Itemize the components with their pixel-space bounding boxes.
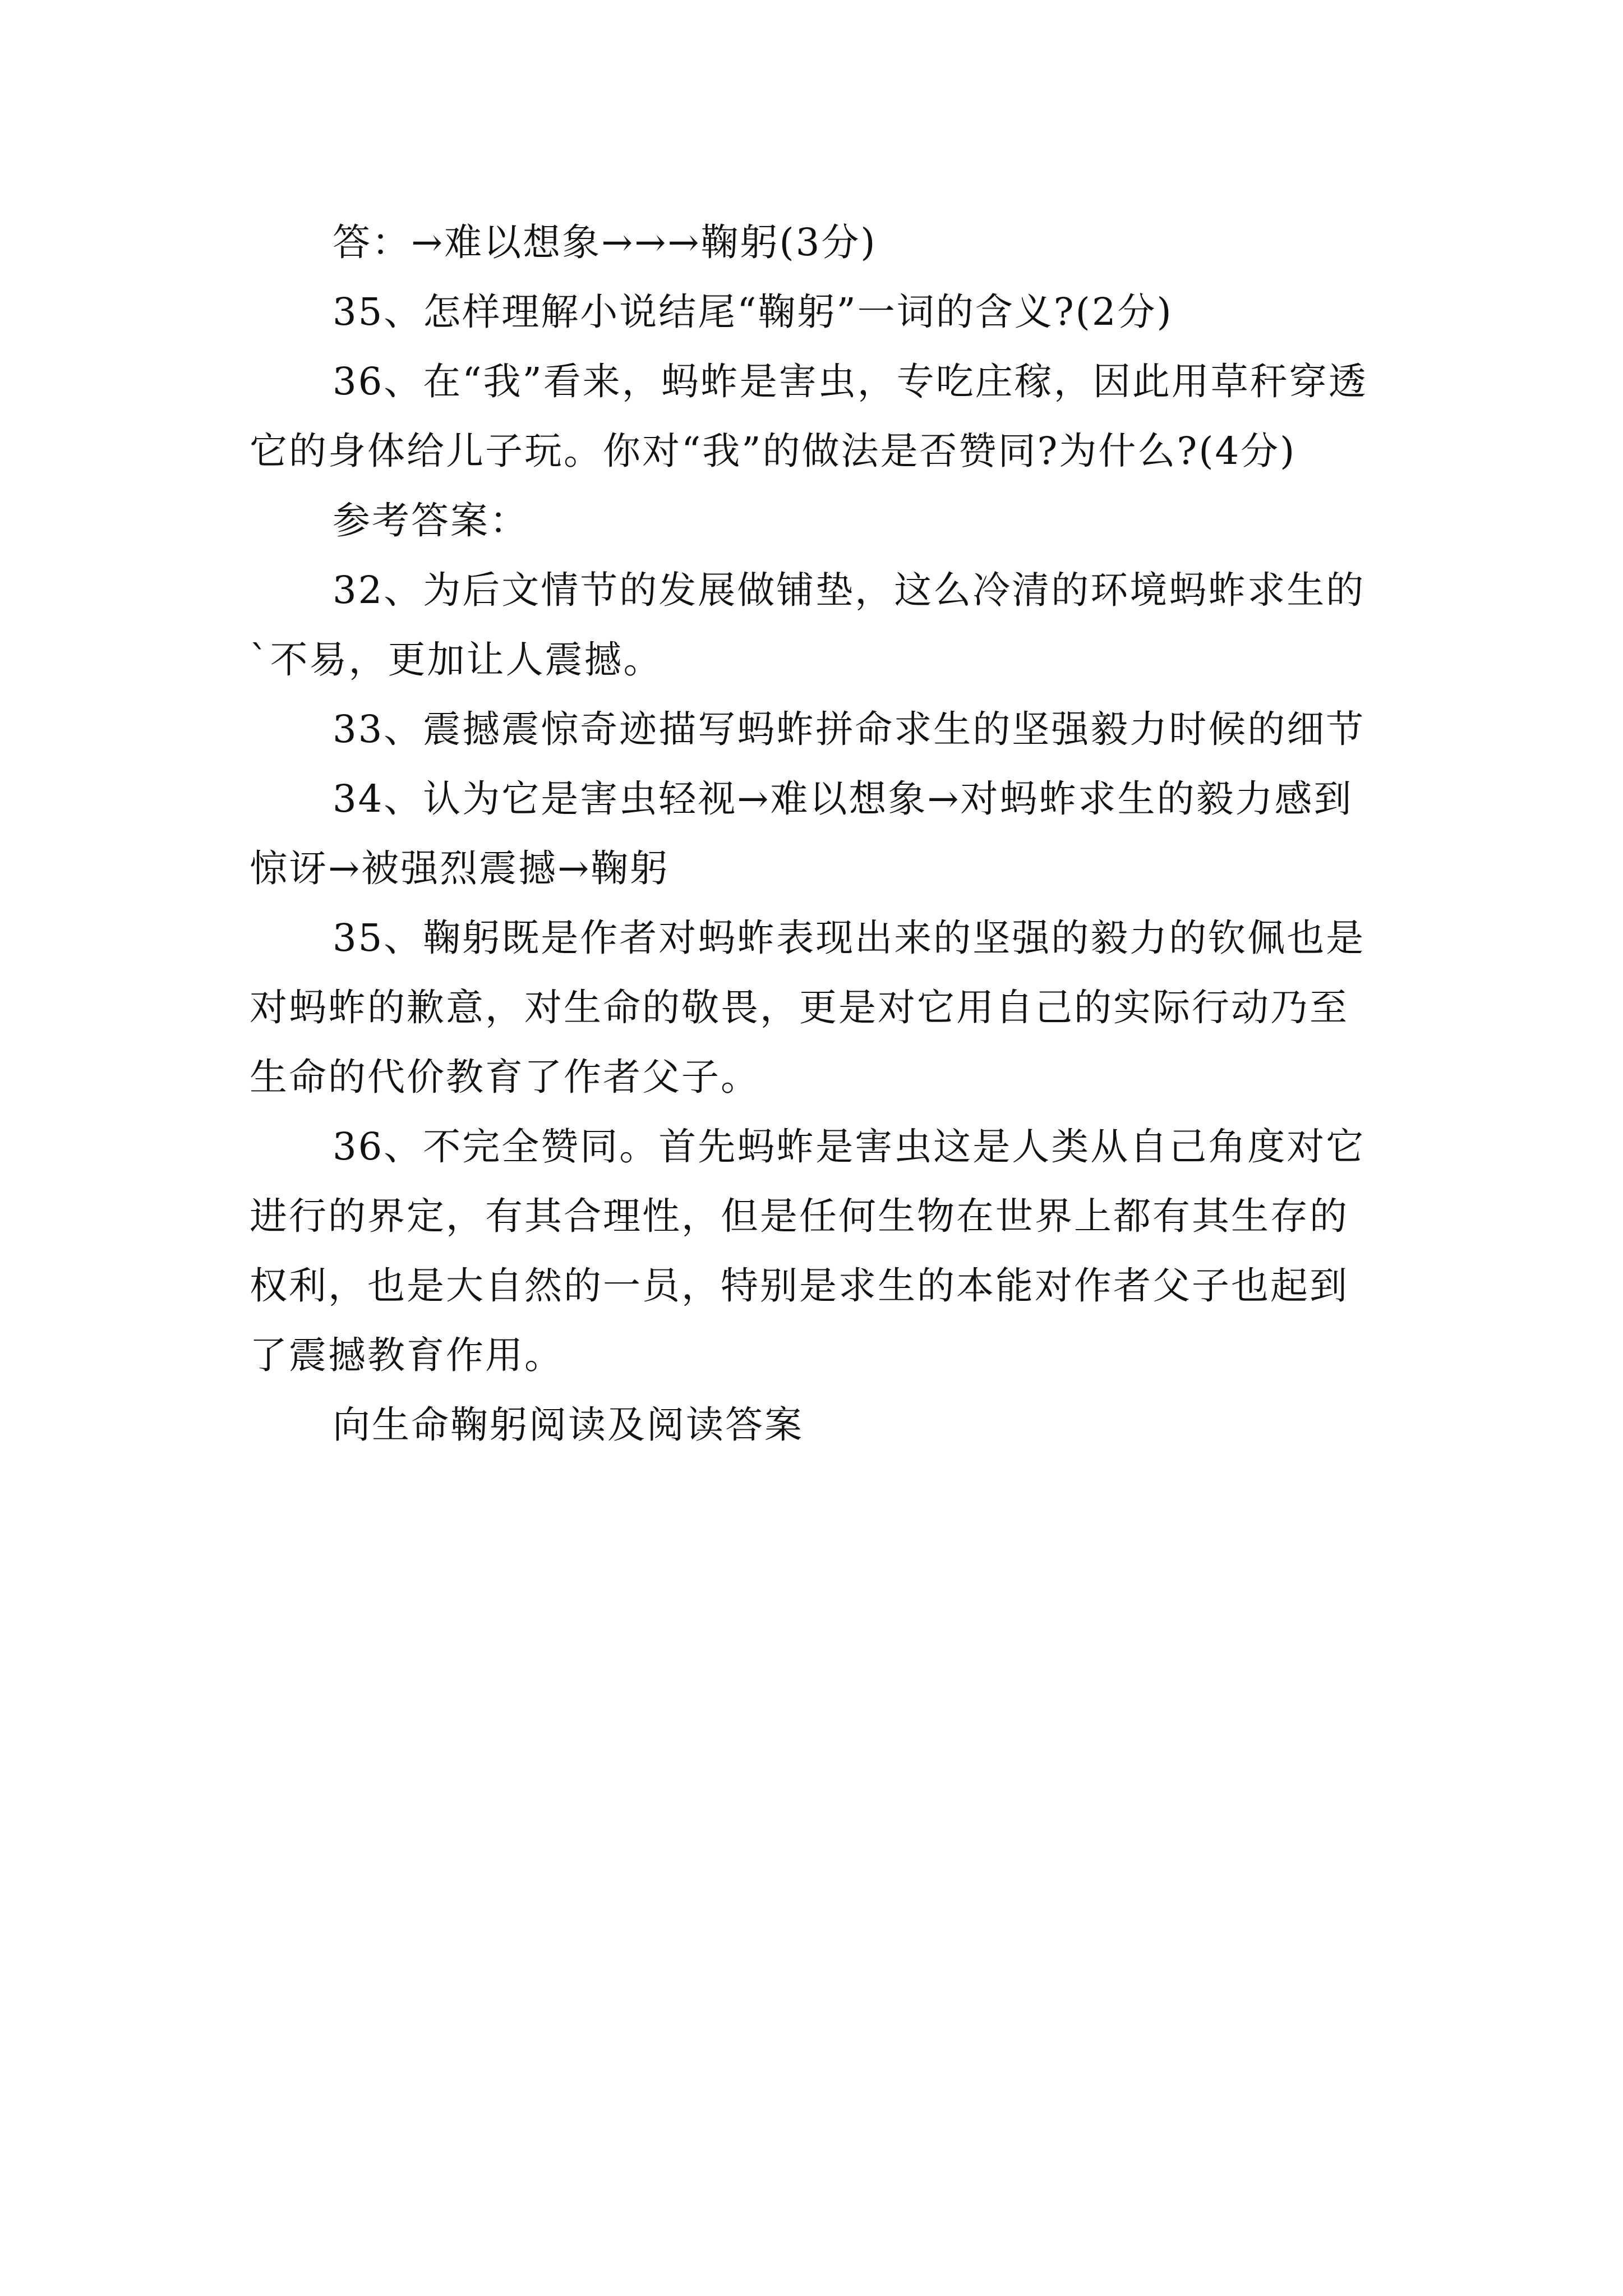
answer-36: 36、不完全赞同。首先蚂蚱是害虫这是人类从自己角度对它进行的界定，有其合理性，但是任何生物在世界上都有其生存的权利，也是大自然的一员，特别是求生的本能对作者父子也起到了震撼教育作用。 xyxy=(250,1125,1366,1377)
answer-35: 35、鞠躬既是作者对蚂蚱表现出来的坚强的毅力的钦佩也是对蚂蚱的歉意，对生命的敬畏，更是对它用自己的实际行动乃至生命的代价教育了作者父子。 xyxy=(250,916,1366,1099)
reference-answers-heading: 参考答案： xyxy=(333,499,529,542)
question-36: 36、在“我”看来，蚂蚱是害虫，专吃庄稼，因此用草秆穿透它的身体给儿子玩。你对“我”的做法是否赞同?为什么?(4分) xyxy=(250,360,1368,473)
answer-32: 32、为后文情节的发展做铺垫，这么冷清的环境蚂蚱求生的`不易，更加让人震撼。 xyxy=(250,568,1366,682)
answer-line-34-blank: 答：→难以想象→→→鞠躬(3分) xyxy=(333,220,877,264)
document-body xyxy=(250,208,1374,1460)
document-footer-title: 向生命鞠躬阅读及阅读答案 xyxy=(333,1403,804,1447)
answer-33: 33、震撼震惊奇迹描写蚂蚱拼命求生的坚强毅力时候的细节 xyxy=(333,707,1366,751)
answer-34: 34、认为它是害虫轻视→难以想象→对蚂蚱求生的毅力感到惊讶→被强烈震撼→鞠躬 xyxy=(250,777,1353,890)
question-35: 35、怎样理解小说结尾“鞠躬”一词的含义?(2分) xyxy=(333,290,1173,334)
